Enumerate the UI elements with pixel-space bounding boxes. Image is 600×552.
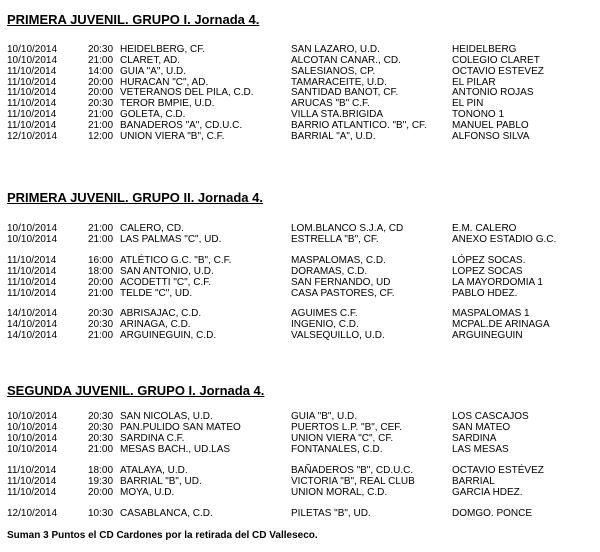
home-team: ACODETTI "C", C.F. bbox=[120, 277, 211, 288]
venue: E.M. CALERO bbox=[452, 223, 517, 234]
away-team: PUERTOS L.P. "B", CEF. bbox=[291, 422, 403, 433]
match-date: 12/10/2014 bbox=[7, 508, 58, 519]
match-date: 11/10/2014 bbox=[7, 120, 57, 131]
away-team: SANTIDAD BANOT, CF. bbox=[291, 87, 399, 98]
away-team: ARUCAS "B" C.F. bbox=[291, 98, 370, 109]
match-time: 20:30 bbox=[88, 433, 114, 444]
match-date: 10/10/2014 bbox=[7, 234, 58, 245]
away-team: BAÑADEROS "B", CD.U.C. bbox=[291, 465, 414, 476]
match-time: 21:00 bbox=[88, 444, 114, 455]
away-team: ESTRELLA "B", CF. bbox=[291, 234, 379, 245]
away-team: ALCOTAN CANAR., CD. bbox=[291, 55, 401, 66]
away-team: UNION VIERA "C", CF. bbox=[291, 433, 394, 444]
venue: GARCIA HDEZ. bbox=[452, 487, 523, 498]
match-date: 10/10/2014 bbox=[7, 422, 58, 433]
match-date: 11/10/2014 bbox=[7, 277, 57, 288]
venue: LOS CASCAJOS bbox=[452, 411, 529, 422]
venue: ARGUINEGUIN bbox=[452, 330, 523, 341]
venue: TONONO 1 bbox=[452, 109, 505, 120]
venue: EL PIN bbox=[452, 98, 484, 109]
venue: MASPALOMAS 1 bbox=[452, 308, 530, 319]
section-heading: PRIMERA JUVENIL. GRUPO II. Jornada 4. bbox=[7, 190, 263, 205]
away-team: SAN LAZARO, U.D. bbox=[291, 44, 380, 55]
table-row bbox=[0, 277, 600, 288]
table-row bbox=[0, 444, 600, 455]
table-row bbox=[0, 66, 600, 77]
match-time: 20:30 bbox=[88, 98, 114, 109]
table-row bbox=[0, 223, 600, 234]
away-team: CASA PASTORES, CF. bbox=[291, 288, 395, 299]
venue: SAN MATEO bbox=[452, 422, 511, 433]
match-date: 14/10/2014 bbox=[7, 308, 58, 319]
table-row bbox=[0, 288, 600, 299]
match-date: 11/10/2014 bbox=[7, 66, 57, 77]
match-time: 19:30 bbox=[88, 476, 114, 487]
table-row bbox=[0, 308, 600, 319]
match-date: 11/10/2014 bbox=[7, 288, 57, 299]
home-team: GUIA "A", U.D. bbox=[120, 66, 187, 77]
away-team: INGENIO, C.D. bbox=[291, 319, 359, 330]
home-team: BANADEROS "A", CD.U.C. bbox=[120, 120, 243, 131]
home-team: MOYA, U.D. bbox=[120, 487, 175, 498]
table-row bbox=[0, 120, 600, 131]
match-time: 20:30 bbox=[88, 44, 114, 55]
match-time: 20:30 bbox=[88, 308, 114, 319]
venue: LÓPEZ SOCAS. bbox=[452, 255, 526, 266]
match-time: 21:00 bbox=[88, 55, 114, 66]
table-row bbox=[0, 266, 600, 277]
match-time: 20:30 bbox=[88, 319, 114, 330]
table-row bbox=[0, 487, 600, 498]
match-date: 12/10/2014 bbox=[7, 131, 58, 142]
away-team: PILETAS "B", UD. bbox=[291, 508, 371, 519]
venue: OCTAVIO ESTÉVEZ bbox=[452, 465, 544, 476]
home-team: ABRISAJAC, C.D. bbox=[120, 308, 202, 319]
table-row bbox=[0, 422, 600, 433]
match-time: 20:30 bbox=[88, 411, 114, 422]
match-date: 10/10/2014 bbox=[7, 433, 58, 444]
away-team: AGUIMES C.F. bbox=[291, 308, 358, 319]
home-team: ARGUINEGUIN, C.D. bbox=[120, 330, 217, 341]
away-team: DORAMAS, C.D. bbox=[291, 266, 368, 277]
match-time: 21:00 bbox=[88, 120, 114, 131]
match-time: 18:00 bbox=[88, 266, 114, 277]
match-time: 12:00 bbox=[88, 131, 114, 142]
match-date: 11/10/2014 bbox=[7, 77, 57, 88]
match-time: 21:00 bbox=[88, 223, 114, 234]
venue: DOMGO. PONCE bbox=[452, 508, 533, 519]
table-row bbox=[0, 411, 600, 422]
away-team: BARRIO ATLANTICO. "B", CF. bbox=[291, 120, 427, 131]
away-team: LOM.BLANCO S.J.A, CD bbox=[291, 223, 404, 234]
venue: OCTAVIO ESTEVEZ bbox=[452, 66, 544, 77]
home-team: ARINAGA, C.D. bbox=[120, 319, 191, 330]
home-team: TELDE "C", UD. bbox=[120, 288, 193, 299]
home-team: ATALAYA, U.D. bbox=[120, 465, 188, 476]
home-team: HEIDELBERG, CF. bbox=[120, 44, 206, 55]
match-date: 14/10/2014 bbox=[7, 330, 58, 341]
match-date: 11/10/2014 bbox=[7, 476, 57, 487]
match-date: 10/10/2014 bbox=[7, 44, 58, 55]
venue: ANTONIO ROJAS bbox=[452, 87, 534, 98]
footnote: Suman 3 Puntos el CD Cardones por la retirada del CD Valleseco. bbox=[7, 530, 318, 541]
match-time: 20:00 bbox=[88, 487, 114, 498]
match-time: 14:00 bbox=[88, 66, 114, 77]
table-row bbox=[0, 476, 600, 487]
table-row bbox=[0, 131, 600, 142]
table-row bbox=[0, 98, 600, 109]
table-row bbox=[0, 109, 600, 120]
home-team: SAN NICOLAS, U.D. bbox=[120, 411, 213, 422]
away-team: TAMARACEITE, U.D. bbox=[291, 77, 387, 88]
home-team: BARRIAL "B", UD. bbox=[120, 476, 202, 487]
away-team: SALESIANOS, CP. bbox=[291, 66, 376, 77]
match-date: 11/10/2014 bbox=[7, 266, 57, 277]
venue: LA MAYORDOMIA 1 bbox=[452, 277, 543, 288]
venue: ALFONSO SILVA bbox=[452, 131, 530, 142]
table-row bbox=[0, 234, 600, 245]
table-row bbox=[0, 319, 600, 330]
venue: MCPAL.DE ARINAGA bbox=[452, 319, 550, 330]
venue: HEIDELBERG bbox=[452, 44, 517, 55]
home-team: GOLETA, C.D. bbox=[120, 109, 186, 120]
away-team: BARRIAL "A", U.D. bbox=[291, 131, 376, 142]
away-team: VICTORIA "B", REAL CLUB bbox=[291, 476, 415, 487]
table-row bbox=[0, 433, 600, 444]
away-team: SAN FERNANDO, UD bbox=[291, 277, 391, 288]
home-team: CLARET, AD. bbox=[120, 55, 181, 66]
match-date: 10/10/2014 bbox=[7, 411, 58, 422]
match-date: 10/10/2014 bbox=[7, 55, 58, 66]
away-team: VALSEQUILLO, U.D. bbox=[291, 330, 385, 341]
match-date: 14/10/2014 bbox=[7, 319, 58, 330]
venue: LOPEZ SOCAS bbox=[452, 266, 523, 277]
venue: SARDINA bbox=[452, 433, 497, 444]
home-team: HURACAN "C", AD. bbox=[120, 77, 209, 88]
home-team: UNION VIERA "B", C.F. bbox=[120, 131, 225, 142]
venue: MANUEL PABLO bbox=[452, 120, 529, 131]
match-time: 18:00 bbox=[88, 465, 114, 476]
away-team: FONTANALES, C.D. bbox=[291, 444, 383, 455]
away-team: MASPALOMAS, C.D. bbox=[291, 255, 386, 266]
match-date: 10/10/2014 bbox=[7, 223, 58, 234]
table-row bbox=[0, 508, 600, 519]
home-team: SAN ANTONIO, U.D. bbox=[120, 266, 214, 277]
away-team: UNION MORAL, C.D. bbox=[291, 487, 388, 498]
venue: LAS MESAS bbox=[452, 444, 509, 455]
match-date: 11/10/2014 bbox=[7, 98, 57, 109]
match-date: 11/10/2014 bbox=[7, 109, 57, 120]
match-date: 11/10/2014 bbox=[7, 255, 57, 266]
match-time: 16:00 bbox=[88, 255, 114, 266]
match-time: 20:00 bbox=[88, 277, 114, 288]
match-time: 20:30 bbox=[88, 422, 114, 433]
match-time: 21:00 bbox=[88, 109, 114, 120]
home-team: CALERO, CD. bbox=[120, 223, 184, 234]
home-team: LAS PALMAS "C", UD. bbox=[120, 234, 222, 245]
home-team: CASABLANCA, C.D. bbox=[120, 508, 213, 519]
home-team: ATLÉTICO G.C. "B", C.F. bbox=[120, 255, 232, 266]
venue: EL PILAR bbox=[452, 77, 496, 88]
home-team: SARDINA C.F. bbox=[120, 433, 185, 444]
home-team: TEROR BMPIE, U.D. bbox=[120, 98, 215, 109]
match-time: 21:00 bbox=[88, 234, 114, 245]
venue: PABLO HDEZ. bbox=[452, 288, 518, 299]
match-date: 10/10/2014 bbox=[7, 444, 58, 455]
match-date: 11/10/2014 bbox=[7, 487, 57, 498]
table-row bbox=[0, 87, 600, 98]
section-heading: SEGUNDA JUVENIL. GRUPO I. Jornada 4. bbox=[7, 383, 265, 398]
table-row bbox=[0, 44, 600, 55]
home-team: PAN.PULIDO SAN MATEO bbox=[120, 422, 241, 433]
table-row bbox=[0, 55, 600, 66]
match-time: 20:00 bbox=[88, 77, 114, 88]
match-time: 21:00 bbox=[88, 288, 114, 299]
venue: ANEXO ESTADIO G.C. bbox=[452, 234, 557, 245]
match-time: 10:30 bbox=[88, 508, 114, 519]
venue: BARRIAL bbox=[452, 476, 495, 487]
away-team: GUIA "B", U.D. bbox=[291, 411, 358, 422]
home-team: VETERANOS DEL PILA, C.D. bbox=[120, 87, 254, 98]
section-heading: PRIMERA JUVENIL. GRUPO I. Jornada 4. bbox=[7, 12, 260, 27]
match-date: 11/10/2014 bbox=[7, 87, 57, 98]
table-row bbox=[0, 255, 600, 266]
venue: COLEGIO CLARET bbox=[452, 55, 540, 66]
away-team: VILLA STA.BRIGIDA bbox=[291, 109, 384, 120]
match-date: 11/10/2014 bbox=[7, 465, 57, 476]
table-row bbox=[0, 330, 600, 341]
home-team: MESAS BACH., UD.LAS bbox=[120, 444, 231, 455]
match-time: 21:00 bbox=[88, 330, 114, 341]
match-time: 20:00 bbox=[88, 87, 114, 98]
table-row bbox=[0, 465, 600, 476]
